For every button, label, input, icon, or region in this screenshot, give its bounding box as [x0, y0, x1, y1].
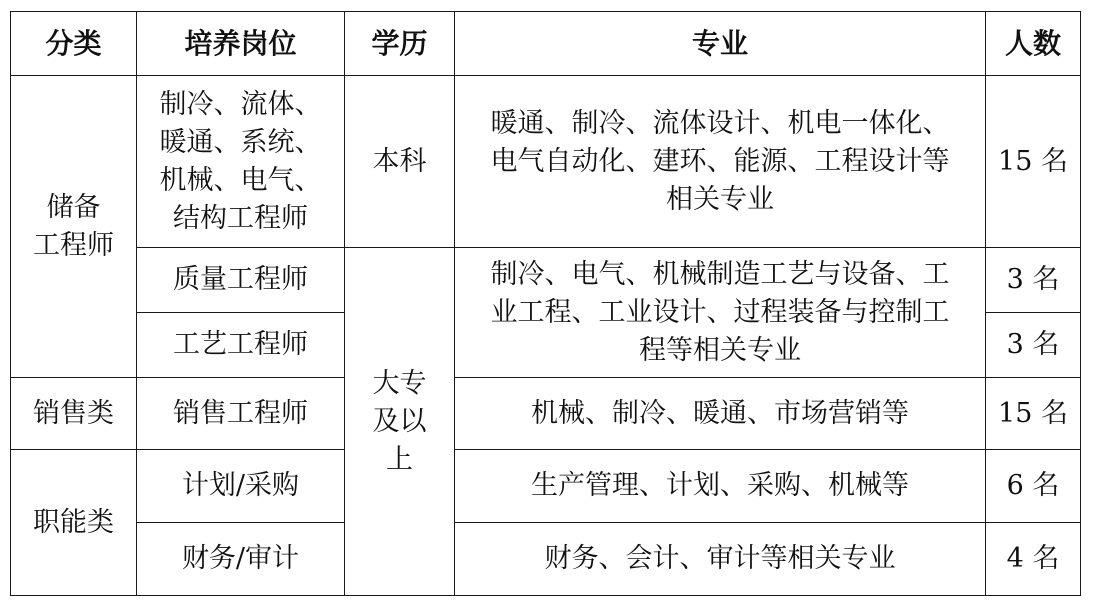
education-cell: [345, 248, 455, 596]
education-cell: [345, 76, 455, 248]
header-major: 专业: [455, 12, 986, 76]
major-text: 机械、制冷、暖通、市场营销等: [531, 397, 909, 429]
table-row: [11, 76, 1081, 248]
category-cell: [11, 76, 137, 378]
table-row: [11, 248, 1081, 313]
table-row: [11, 378, 1081, 450]
category-functional: 职能类: [33, 506, 114, 538]
header-count: 人数: [986, 12, 1081, 76]
position-text: 工艺工程师: [173, 329, 308, 360]
major-cell: [455, 378, 986, 450]
header-category: 分类: [11, 12, 137, 76]
category-reserve: 储备 工程师: [33, 191, 114, 261]
major-text: 制冷、电气、机械制造工艺与设备、工 业工程、工业设计、过程装备与控制工 程等相关专业: [490, 258, 950, 366]
position-text: 财务/审计: [181, 543, 300, 574]
position-text: 质量工程师: [173, 264, 308, 295]
count-cell: [986, 76, 1081, 248]
count-cell: [986, 450, 1081, 523]
count-text: 3 名: [1006, 264, 1060, 295]
position-cell: [137, 76, 345, 248]
education-college-above: 大专 及以 上: [372, 367, 427, 475]
table-row: [11, 523, 1081, 596]
count-cell: [986, 523, 1081, 596]
count-text: 6 名: [1006, 470, 1060, 501]
count-text: 15 名: [998, 145, 1068, 177]
recruitment-table: [10, 11, 1081, 596]
position-cell: [137, 378, 345, 450]
position-cell: [137, 450, 345, 523]
position-cell: [137, 248, 345, 313]
category-cell: [11, 450, 137, 596]
position-text: 计划/采购: [181, 470, 300, 501]
major-cell: [455, 248, 986, 378]
header-row: [11, 12, 1081, 76]
count-text: 15 名: [998, 397, 1068, 429]
category-sales: 销售类: [33, 397, 114, 429]
header-education: 学历: [345, 12, 455, 76]
position-text: 制冷、流体、 暖通、系统、 机械、电气、 结构工程师: [159, 88, 322, 234]
count-cell: [986, 313, 1081, 378]
major-cell: [455, 76, 986, 248]
count-text: 3 名: [1006, 329, 1060, 360]
major-text: 暖通、制冷、流体设计、机电一体化、 电气自动化、建环、能源、工程设计等 相关专业: [490, 107, 950, 215]
count-cell: [986, 248, 1081, 313]
major-cell: [455, 450, 986, 523]
major-cell: [455, 523, 986, 596]
table-row: [11, 450, 1081, 523]
major-text: 生产管理、计划、采购、机械等: [531, 470, 909, 501]
category-cell: [11, 378, 137, 450]
position-cell: [137, 313, 345, 378]
position-text: 销售工程师: [173, 397, 308, 429]
major-text: 财务、会计、审计等相关专业: [544, 543, 896, 574]
count-cell: [986, 378, 1081, 450]
count-text: 4 名: [1006, 543, 1060, 574]
education-bachelor: 本科: [372, 145, 427, 177]
position-cell: [137, 523, 345, 596]
header-position: 培养岗位: [137, 12, 345, 76]
